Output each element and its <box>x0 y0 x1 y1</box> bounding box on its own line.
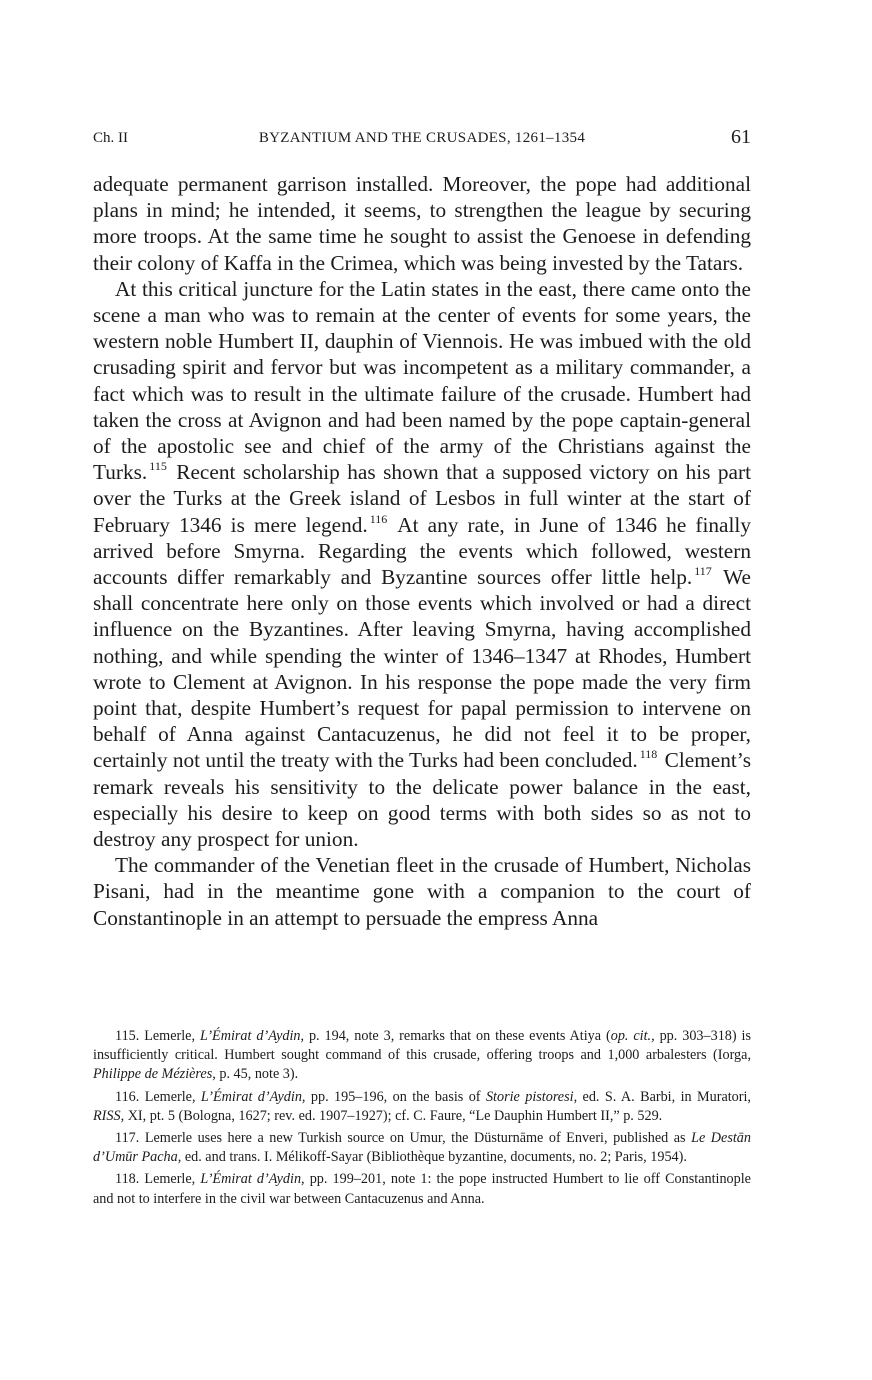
footnote-italic: Le Destān d’Umūr Pacha, <box>93 1130 751 1166</box>
footnote-text: 116. Lemerle, <box>115 1088 201 1105</box>
footnote-116 <box>93 1088 751 1126</box>
footnote-italic: L’Émirat d’Aydin, <box>200 1171 305 1188</box>
footnote-text: pp. 195–196, on the basis of <box>305 1088 486 1105</box>
footnote-italic: RISS, <box>93 1107 125 1124</box>
footnote-ref-117[interactable]: 117 <box>694 564 712 579</box>
footnote-text: pp. 303–318) is insufficiently critical. Humbert sought command of this crusade, offering troops and 1,000 arbalesters (Iorga, <box>93 1028 751 1064</box>
footnote-italic: op. cit., <box>610 1028 655 1044</box>
paragraph-2-part-b: Recent scholarship has shown that a supposed victory on his part over the Turks at the Greek island of Lesbos in full winter at the start of February 1346 is mere legend. <box>93 460 751 537</box>
footnote-italic: Philippe de Mézières, <box>93 1066 216 1083</box>
paragraph-3: The commander of the Venetian fleet in the crusade of Humbert, Nicholas Pisani, had in the meantime gone with a companion to the court of Constantinople in an attempt to persuade the empress Anna <box>93 853 751 930</box>
footnote-ref-116[interactable]: 116 <box>369 511 388 526</box>
paragraph-1: adequate permanent garrison installed. Moreover, the pope had additional plans in mind; he intended, it seems, to strengthen the league by securing more troops. At the same time he sought to assist the Genoese in defending their colony of Kaffa in the Crimea, which was being invested by the Tatars. <box>93 172 751 275</box>
footnotes <box>93 1027 751 1212</box>
footnote-text: ed. S. A. Barbi, in Muratori, <box>577 1088 751 1105</box>
main-text <box>93 171 751 931</box>
footnote-117 <box>93 1129 751 1167</box>
footnote-ref-118[interactable]: 118 <box>639 747 658 762</box>
footnote-text: ed. and trans. I. Mélikoff-Sayar (Bibliothèque byzantine, documents, no. 2; Paris, 1954). <box>181 1149 687 1166</box>
footnote-italic: L’Émirat d’Aydin, <box>199 1028 305 1044</box>
book-page <box>93 0 751 1380</box>
footnote-text: 117. Lemerle uses here a new Turkish source on Umur, the Düsturnāme of Enveri, published as <box>115 1130 692 1147</box>
running-head <box>93 126 751 152</box>
paragraph-2-part-e: Clement’s remark reveals his sensitivity to the delicate power balance in the east, especially his desire to keep on good terms with both sides so as not to destroy any prospect for union. <box>93 748 752 852</box>
footnote-italic: L’Émirat d’Aydin, <box>200 1088 306 1105</box>
footnote-text: pp. 199–201, note 1: the pope instructed Humbert to lie off Constantinople and not to interfere in the civil war between Cantacuzenus and Anna. <box>93 1171 751 1207</box>
footnote-text: p. 194, note 3, remarks that on these events Atiya ( <box>304 1028 611 1044</box>
footnote-ref-115[interactable]: 115 <box>149 459 167 474</box>
paragraph-2-part-c: At any rate, in June of 1346 he finally arrived before Smyrna. Regarding the events which followed, western accounts differ remarkably and Byzantine sources offer little help. <box>93 512 751 590</box>
chapter-label: Ch. II <box>93 130 128 146</box>
paragraph-2 <box>93 276 751 852</box>
footnote-118 <box>93 1170 751 1208</box>
paragraph-2-part-d: We shall concentrate here only on those events which involved or had a direct influence on the Byzantines. After leaving Smyrna, having accomplished nothing, and while spending the winter of 1346–1347 at Rhodes, Humbert wrote to Clement at Avignon. In his response the pope made the very firm point that, despite Humbert’s request for papal permission to intervene on behalf of Anna against Cantacuzenus, he did not feel it to be proper, certainly not until the treaty with the Turks had been concluded. <box>93 565 751 773</box>
page-number: 61 <box>731 126 751 148</box>
footnote-text: 118. Lemerle, <box>115 1171 201 1188</box>
footnote-italic: Storie pistoresi, <box>485 1088 578 1105</box>
running-title: BYZANTIUM AND THE CRUSADES, 1261–1354 <box>258 130 586 146</box>
footnote-text: 115. Lemerle, <box>115 1028 200 1044</box>
paragraph-2-part-a: At this critical juncture for the Latin states in the east, there came onto the scene a man who was to remain at the center of events for some years, the western noble Humbert II, dauphin of Viennois. He was imbued with the old crusading spirit and fervor but was incompetent as a military commander, a fact which was to result in the ultimate failure of the crusade. Humbert had taken the cross at Avignon and had been named by the pope captain-general of the apostolic see and chief of the army of the Christians against the Turks. <box>93 276 751 485</box>
footnote-text: p. 45, note 3). <box>215 1066 299 1083</box>
footnote-text: XI, pt. 5 (Bologna, 1627; rev. ed. 1907–1927); cf. C. Faure, “Le Dauphin Humbert II,” p. 529. <box>124 1107 663 1124</box>
footnote-115 <box>93 1027 751 1085</box>
